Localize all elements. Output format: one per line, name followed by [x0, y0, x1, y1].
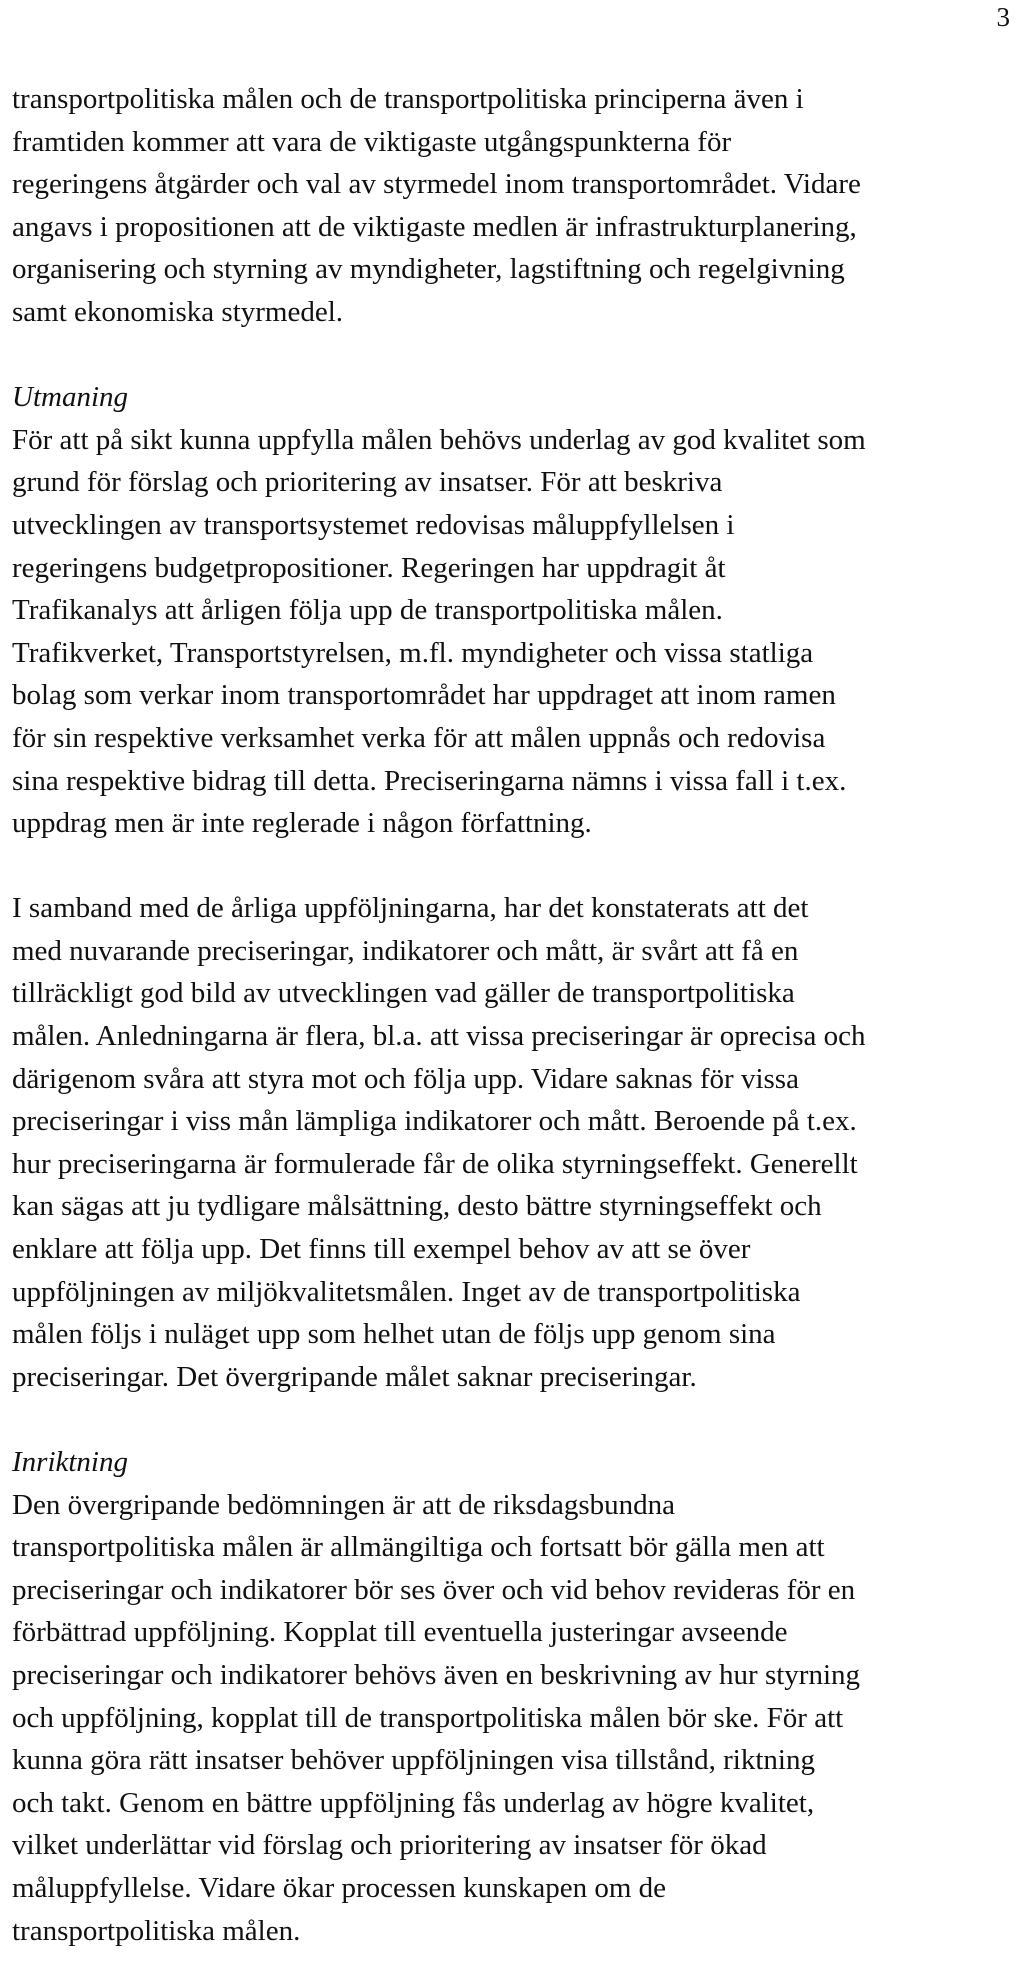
text-line: regeringens åtgärder och val av styrmedel inom transportområdet. Vidare	[12, 168, 861, 201]
text-line: preciseringar och indikatorer bör ses över och vid behov revideras för en	[12, 1573, 856, 1606]
text-line: bolag som verkar inom transportområdet har uppdraget att inom ramen	[12, 679, 836, 712]
text-line: angavs i propositionen att de viktigaste medlen är infrastrukturplanering,	[12, 210, 857, 243]
text-line: kunna göra rätt insatser behöver uppföljningen visa tillstånd, riktning	[12, 1744, 815, 1777]
paragraph-gap	[12, 334, 1022, 377]
text-line: måluppfyllelse. Vidare ökar processen kunskapen om de	[12, 1871, 667, 1904]
section-inriktning	[12, 1441, 1022, 1952]
text-line: preciseringar. Det övergripande målet saknar preciseringar.	[12, 1360, 697, 1393]
text-line: transportpolitiska målen och de transportpolitiska principerna även i	[12, 83, 804, 115]
text-line: hur preciseringarna är formulerade får de olika styrningseffekt. Generellt	[12, 1147, 858, 1180]
document-body	[12, 78, 1022, 1952]
paragraph-intro	[12, 78, 1022, 334]
text-line: transportpolitiska målen är allmängiltiga och fortsatt bör gälla men att	[12, 1531, 825, 1564]
text-line: uppdrag men är inte reglerade i någon författning.	[12, 807, 592, 840]
text-line: framtiden kommer att vara de viktigaste utgångspunkterna för	[12, 125, 732, 158]
text-line: utvecklingen av transportsystemet redovisas måluppfyllelsen i	[12, 508, 735, 541]
paragraph-gap	[12, 1398, 1022, 1441]
text-line: tillräckligt god bild av utvecklingen vad gäller de transportpolitiska	[12, 977, 795, 1010]
text-line: kan sägas att ju tydligare målsättning, desto bättre styrningseffekt och	[12, 1190, 822, 1223]
page-number: 3	[996, 2, 1010, 32]
text-line: organisering och styrning av myndigheter, lagstiftning och regelgivning	[12, 253, 845, 286]
section-heading: Inriktning	[12, 1446, 128, 1478]
text-line: uppföljningen av miljökvalitetsmålen. Inget av de transportpolitiska	[12, 1275, 801, 1308]
text-line: transportpolitiska målen.	[12, 1914, 301, 1947]
text-line: enklare att följa upp. Det finns till exempel behov av att se över	[12, 1233, 751, 1266]
text-line: och takt. Genom en bättre uppföljning fås underlag av högre kvalitet,	[12, 1786, 815, 1819]
text-line: förbättrad uppföljning. Kopplat till eventuella justeringar avseende	[12, 1616, 788, 1649]
text-line: därigenom svåra att styra mot och följa upp. Vidare saknas för vissa	[12, 1062, 799, 1095]
text-line: För att på sikt kunna uppfylla målen behövs underlag av god kvalitet som	[12, 423, 866, 456]
text-line: målen. Anledningarna är flera, bl.a. att vissa preciseringar är oprecisa och	[12, 1020, 866, 1053]
paragraph-uppfoljning	[12, 887, 1022, 1398]
text-line: preciseringar i viss mån lämpliga indikatorer och mått. Beroende på t.ex.	[12, 1105, 857, 1138]
text-line: för sin respektive verksamhet verka för att målen uppnås och redovisa	[12, 721, 826, 754]
text-line: samt ekonomiska styrmedel.	[12, 295, 344, 328]
text-line: Trafikanalys att årligen följa upp de transportpolitiska målen.	[12, 594, 723, 627]
text-line: målen följs i nuläget upp som helhet utan de följs upp genom sina	[12, 1318, 776, 1351]
text-line: Trafikverket, Transportstyrelsen, m.fl. myndigheter och vissa statliga	[12, 636, 814, 669]
text-line: preciseringar och indikatorer behövs även en beskrivning av hur styrning	[12, 1658, 860, 1691]
section-utmaning	[12, 376, 1022, 845]
paragraph-gap	[12, 845, 1022, 888]
text-line: I samband med de årliga uppföljningarna, har det konstaterats att det	[12, 892, 809, 925]
section-heading: Utmaning	[12, 381, 128, 414]
text-line: vilket underlättar vid förslag och prioritering av insatser för ökad	[12, 1829, 767, 1862]
text-line: sina respektive bidrag till detta. Preciseringarna nämns i vissa fall i t.ex.	[12, 764, 847, 797]
text-line: och uppföljning, kopplat till de transportpolitiska målen bör ske. För att	[12, 1701, 844, 1734]
text-line: regeringens budgetpropositioner. Regeringen har uppdragit åt	[12, 551, 726, 584]
text-line: Den övergripande bedömningen är att de riksdagsbundna	[12, 1488, 676, 1521]
text-line: med nuvarande preciseringar, indikatorer och mått, är svårt att få en	[12, 934, 799, 967]
text-line: grund för förslag och prioritering av insatser. För att beskriva	[12, 466, 723, 499]
